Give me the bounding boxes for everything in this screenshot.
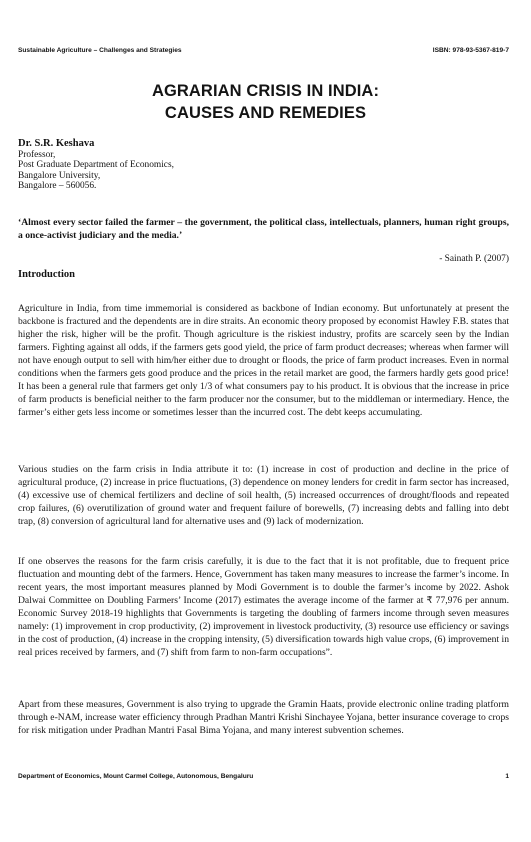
title-line-1: AGRARIAN CRISIS IN INDIA:	[151, 82, 380, 100]
author-name: Dr. S.R. Keshava	[18, 138, 95, 149]
epigraph-source: - Sainath P. (2007)	[439, 254, 509, 264]
paragraph-3: If one observes the reasons for the farm crisis carefully, it is due to the fact that it is not profitable, due to frequent price fluctuation and mounting debt of the farmers. Hence, Government has taken many measures to increase the farmer’s income. In recent years, the most important measures planned by Modi Government is to double the farmer’s income by 2022. Ashok Dalwai Committee on Doubling Farmers’ Income (2017) estimates the average income of the farmer at ₹ 77,976 per annum. Economic Survey 2018-19 highlights that Governments is targeting the doubling of farmers income through seven measures namely: (1) improvement in crop productivity, (2) improvement in livestock productivity, (3) resource use efficiency or savings in the cost of production, (4) increase in the cropping intensity, (5) diversification towards high value crops, (6) improvement in real prices received by farmers, and (7) shift from farm to non-farm occupations”.	[18, 555, 509, 659]
author-block	[18, 139, 174, 192]
author-city: Bangalore – 560056.	[18, 181, 97, 192]
page-number: 1	[505, 773, 509, 780]
paragraph-2: Various studies on the farm crisis in India attribute it to: (1) increase in cost of production and decline in the price of agricultural produce, (2) increase in price fluctuations, (3) dependence on money lenders for credit in farm sector has increased, (4) excessive use of chemical fertilizers and decline of soil health, (5) increased occurrences of drought/floods and repeated crop failures, (6) overutilization of ground water and frequent failure of borewells, (7) increasing debts and falling into debt trap, (8) conversion of agricultural land for alternative uses and (9) lack of modernization.	[18, 463, 509, 527]
section-heading: Introduction	[18, 269, 75, 280]
paragraph-4: Apart from these measures, Government is also trying to upgrade the Gramin Haats, provide electronic online trading platform through e-NAM, increase water efficiency through Pradhan Mantri Krishi Sinchayee Yojana, better insurance coverage to crops for risk mitigation under Pradhan Mantri Fasal Bima Yojana, and many interest subvention schemes.	[18, 698, 509, 736]
epigraph-quote: ‘Almost every sector failed the farmer – the government, the political class, intellectuals, planners, human right groups, a once-activist judiciary and the media.’	[18, 217, 509, 241]
running-header	[18, 47, 509, 54]
book-title: Sustainable Agriculture – Challenges and Strategies	[18, 47, 182, 54]
isbn: ISBN: 978-93-5367-819-7	[432, 47, 509, 54]
author-department: Post Graduate Department of Economics,	[18, 160, 174, 171]
author-university: Bangalore University,	[18, 170, 101, 181]
article-title	[0, 80, 531, 124]
title-line-2: CAUSES AND REMEDIES	[164, 104, 367, 122]
footer-affiliation: Department of Economics, Mount Carmel College, Autonomous, Bengaluru	[18, 773, 254, 780]
paragraph-1: Agriculture in India, from time immemorial is considered as backbone of Indian economy. But unfortunately at present the backbone is fractured and the dependents are in dire straits. An economic theory proposed by economist Hawley F.B. states that higher the risk, higher will be the profit. Though agriculture is the riskiest industry, profits are scarcely seen by the Indian farmers. Fighting against all odds, if the farmers gets good yield, the price of farm product decreases; whereas when farmer will not have enough output to sell with him/her either due to drought or floods, the price of farm product increases. Even in normal conditions when the farmers gets good produce and the prices in the retail market are good, the farmers hardly gets good price! It has been a general rule that farmers get only 1/3 of what consumers pay to his product. It is obvious that the increase in price of farm products is beneficial neither to the farm producer nor the consumer, but to the middleman or intermediary. Hence, the farmer’s either gets less income or sometimes lesser than the incurred cost. The debt keeps accumulating.	[18, 302, 509, 419]
page-footer	[18, 773, 509, 780]
author-position: Professor,	[18, 149, 56, 160]
